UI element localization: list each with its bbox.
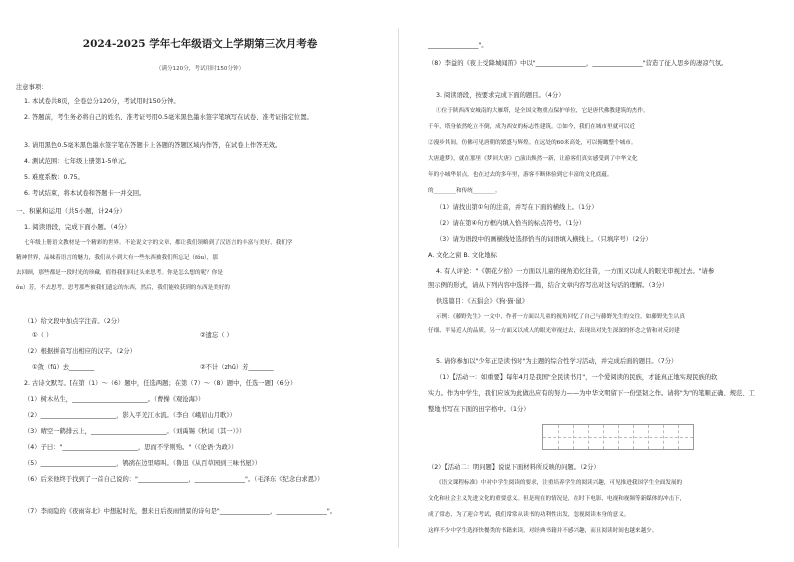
notice-item: 2. 答题前，考生务必将自己的姓名、准考证号用0.5毫米黑色墨水签字笔填写在试卷、准考证指定位置。 bbox=[24, 114, 313, 121]
activity-2-text: 这样不少中学生选择快餐类的书籍来读，对经典书籍并不感兴趣，而且阅读时间也越来越少。 bbox=[428, 528, 658, 534]
answer-slot: ②遗忘（ ） bbox=[200, 332, 233, 339]
question-4-line: 照示例的形式，请从下列内容中选择一篇，结合文章内容写出对这句话的理解。（3分） bbox=[428, 282, 669, 289]
continued-blank: ________________"。 bbox=[428, 42, 488, 49]
activity-2-text: 《语文课程标准》中对中学生阅读的要求，注重培养学生的阅读兴趣，可见推进我国学生全面发展的 bbox=[436, 480, 683, 486]
question-3-sub2: （2）请在第④句方框内填入恰当的标点符号。（1分） bbox=[436, 220, 586, 227]
activity-1-line: （1）【活动一：如重要】每年4月是我国"全民读书月"，一个爱阅读的民族，才能真正地实现民族的软 bbox=[436, 374, 718, 381]
passage-line: 的________和传统________。 bbox=[428, 188, 501, 194]
passage-line: 年的小城华景点，也在过去的多年里，游客不断体验到它丰富的文化底蕴。 bbox=[428, 172, 613, 178]
passage-line: 千年，塔身依然屹立不倒，成为西安的标志性建筑。②如今，我们在城市里就可以近 bbox=[428, 124, 635, 130]
question-4-choices: 供选篇目：《五猖会》《狗·猫·鼠》 bbox=[436, 298, 529, 305]
question-5-heading: 5. 请你参加以"少年正是读书时"为主题的综合性学习活动，并完成后面的题目。（7分） bbox=[436, 358, 678, 365]
poem-item: （5）________________________，鸲鹆在边里啼叫。（鲁迅《从百草园到三味书屋》） bbox=[24, 460, 261, 467]
question-3-options: A. 文化之窗 B. 文化地标 bbox=[428, 252, 497, 259]
activity-2-text: 成了常态，为了迎合考试，我们常常从读书的功利性出发，忽视阅读本身的意义。 bbox=[428, 512, 630, 518]
question-2-heading: 2. 古诗文默写。[在第（1）～（6）题中，任选两题；在第（7）～（8）题中，任选一题]（6分） bbox=[24, 380, 297, 387]
activity-1-line: 实力。作为中学生，我们应该为此做出应有的努力——为中华文明留下一份坚韧之作。请将"为"的笔顺正确、规范、工 bbox=[428, 390, 755, 397]
answer-slot: ①敛（fū）去________ bbox=[32, 364, 95, 371]
answer-slot: ①（ ） bbox=[32, 332, 53, 339]
question-1-sub2: （2）根据拼音写出相应的汉字。（2分） bbox=[24, 348, 136, 355]
question-3-heading: 3. 阅读语段，按要求完成下面的题目。（4分） bbox=[436, 92, 565, 99]
notice-item: 1. 本试卷共8页，全卷总分120分，考试用时150分钟。 bbox=[24, 98, 180, 105]
notice-item: 4. 测试范围：七年级上册第1-5单元。 bbox=[24, 158, 131, 165]
poem-item: （3）晴空一鹤排云上，________________________。（刘禹锡《秋词（其一）》） bbox=[24, 428, 246, 435]
activity-2-text: 文化和社会主义先进文化的重要意义。但是现在的情况是，在时下电影、电视和视频等新媒体的冲击下， bbox=[428, 496, 686, 502]
notice-item: 3. 请用黑色0.5毫米黑色墨水签字笔在答题卡上各题的答题区域内作答，在试卷上作答无效。 bbox=[24, 142, 282, 149]
question-3-sub1: （1）请找出第①句的注音，并写在下面的横线上。（1分） bbox=[436, 204, 598, 211]
question-4-example: 示例：《藤野先生》一文中，作者一方面以儿童的视角回忆了自己与藤野先生的交往，如藤野先生认真 bbox=[436, 314, 685, 320]
passage-line: ①位于陕西西安城南的大雁塔，是全国文物重点保护单位，它是唐代佛教建筑的杰作。 bbox=[436, 108, 649, 114]
question-1-heading: 1. 阅读语段，完成下面小题。（4分） bbox=[24, 223, 131, 231]
question-4-heading: 4. 有人评论："《朝花夕拾》一方面以儿童的视角追忆往昔，一方面又以成人的眼光审视过去。"请参 bbox=[436, 268, 715, 275]
activity-2-heading: （2）【活动二：明问题】说说下面材料所反映的问题。（2分） bbox=[428, 464, 600, 471]
passage-line: 七年级上册语文教材是一个精彩的世界。不论说文字的文章，都让我们领略到了汉语言的丰富与美好，我们学 bbox=[24, 240, 293, 246]
poem-item: （6）后来他终于找到了一首自己说的："________________，________________"。（毛泽东《纪念白求恩》） bbox=[24, 476, 324, 483]
poem-item: （4）子曰："________________________，思而不学则殆。"（《论语·为政》） bbox=[24, 444, 238, 451]
question-1-sub1: （1）给文段中加点字注音。（2分） bbox=[24, 318, 124, 325]
question-3-sub3: （3）请为语段中的画横线处选择恰当的词语填入横线上。（只填序号）（2分） bbox=[436, 236, 652, 243]
poem-item: （7）李商隐的《夜雨寄北》中想起时光，想来日后夜雨情景的诗句是"________________，________________"。 bbox=[24, 508, 337, 515]
section-heading: 一、积累和运用（共5小题，计24分） bbox=[16, 207, 126, 215]
notice-heading: 注意事项： bbox=[16, 84, 48, 91]
notice-item: 5. 难度系数：0.75。 bbox=[24, 174, 84, 181]
notice-item: 6. 考试结束，将本试卷和答题卡一并交回。 bbox=[24, 190, 146, 197]
passage-line: 大唐遗梦》，就在那里《梦回大唐》▢演出焕然一新，让游客们真实感受到了中华文化 bbox=[428, 156, 638, 162]
passage-line: ②漫步其间，仿佛可见唐朝的繁盛与辉煌。在远处的60米高处，可以俯瞰整个城市。 bbox=[428, 140, 637, 146]
passage-line: ǒu）芳，不去思考，思考那些被我们遗忘的东西，然后，我们能收获到的东西是美好的 bbox=[16, 285, 230, 291]
answer-slot: ②不计（zhǔ）芳________ bbox=[200, 364, 274, 371]
poem-item: （8）李益的《夜上受降城闻笛》中以"________________，________________"营造了征人思乡的凄凉气氛。 bbox=[428, 60, 728, 67]
exam-title: 2024-2025 学年七年级语文上学期第三次月考卷 bbox=[82, 38, 318, 50]
question-4-example: 仔细、平易近人的品质，另一方面又以成人的眼光审视过去，表现出对先生深深的怀念之情和对反封建 bbox=[428, 328, 680, 334]
exam-subtitle: （满分120分，考试用时150分钟） bbox=[155, 66, 245, 72]
passage-line: 去回顾，那些都是一段时光的珍藏，值得我们回过头来思考。你是怎么想的呢？你是 bbox=[16, 270, 223, 276]
activity-1-line: 整地书写在下面的田字格中。（1分） bbox=[428, 406, 530, 413]
grid-midline bbox=[543, 437, 693, 438]
passage-line: 精神世界，品味着语言的魅力，我们从小到大有一些东西被我们所忘记（fǒu），那 bbox=[16, 255, 219, 261]
poem-item: （2）________________________，影入平羌江水流。（李白《峨眉山月歌》） bbox=[24, 412, 236, 419]
writing-grid[interactable] bbox=[542, 424, 694, 450]
column-divider bbox=[398, 28, 399, 548]
poem-item: （1）树木丛生，________________________。（曹操《观沧海》） bbox=[24, 396, 205, 403]
